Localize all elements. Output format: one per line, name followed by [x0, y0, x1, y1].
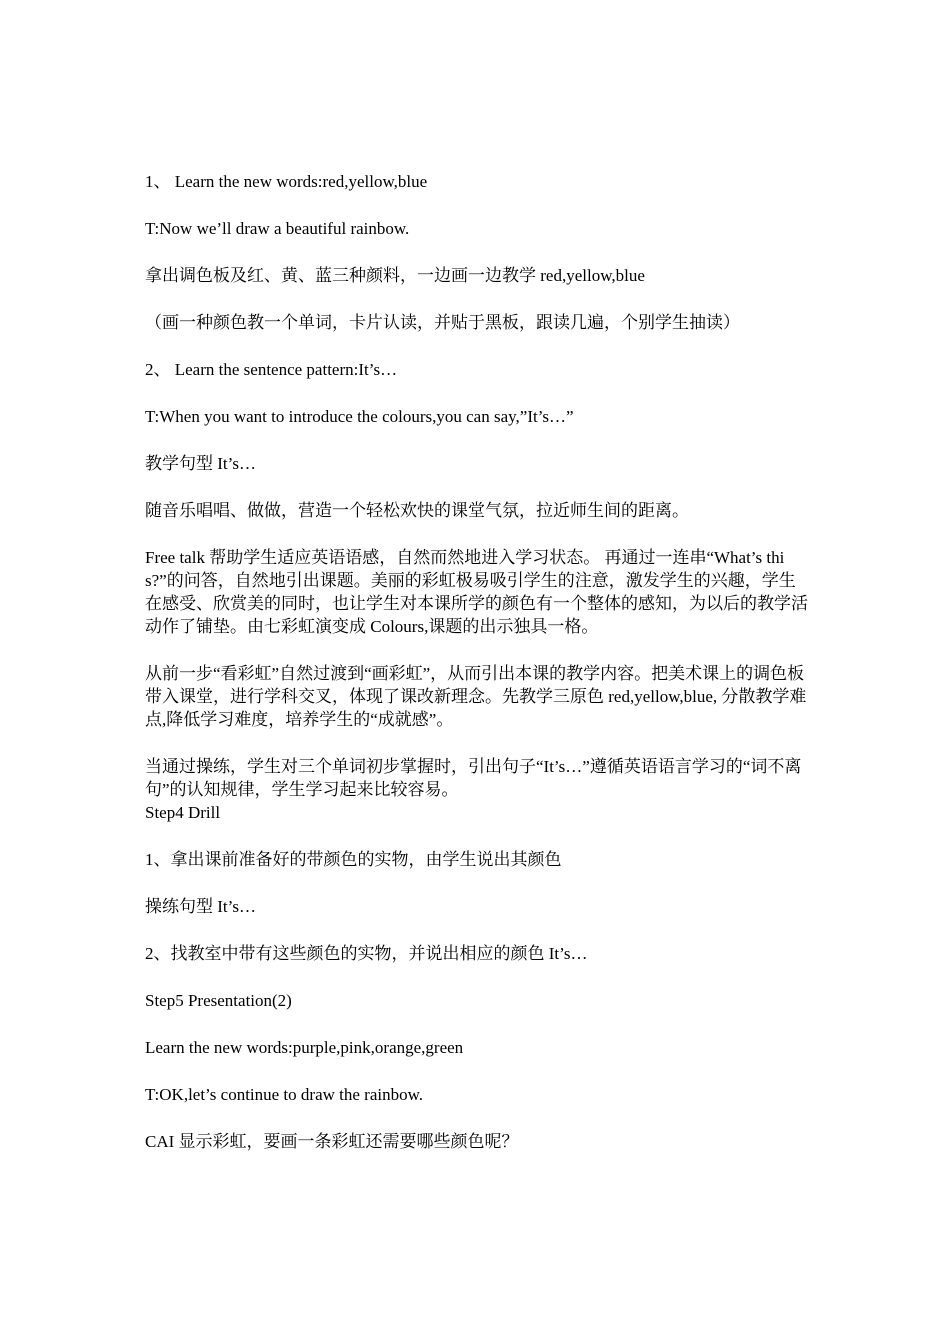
paragraph-drill-rationale: 当通过操练，学生对三个单词初步掌握时，引出句子“It’s…”遵循英语语言学习的“词不离句”的认知规律，学生学习起来比较容易。	[145, 757, 802, 799]
paragraph-music-atmosphere: 随音乐唱唱、做做，营造一个轻松欢快的课堂气氛，拉近师生间的距离。	[145, 501, 689, 520]
paragraph-teach-pattern: 教学句型 It’s…	[145, 454, 256, 473]
document-body	[145, 170, 810, 1177]
paragraph-teacher-rainbow: T:Now we’ll draw a beautiful rainbow.	[145, 219, 410, 238]
paragraph-teacher-continue: T:OK,let’s continue to draw the rainbow.	[145, 1085, 424, 1104]
paragraph-card-reading-note: （画一种颜色教一个单词，卡片认读，并贴于黑板，跟读几遍，个别学生抽读）	[145, 313, 740, 332]
paragraph-teacher-introduce: T:When you want to introduce the colours,you can say,”It’s…”	[145, 407, 574, 426]
paragraph-step4-heading: Step4 Drill	[145, 803, 221, 822]
paragraph-drill-pattern: 操练句型 It’s…	[145, 897, 256, 916]
paragraph-step5-heading: Step5 Presentation(2)	[145, 991, 292, 1010]
paragraph-learn-words-heading: 1、 Learn the new words:red,yellow,blue	[145, 172, 428, 191]
paragraph-drill-item-1: 1、拿出课前准备好的带颜色的实物，由学生说出其颜色	[145, 850, 562, 869]
paragraph-new-words-2: Learn the new words:purple,pink,orange,green	[145, 1038, 464, 1057]
paragraph-sentence-pattern-heading: 2、 Learn the sentence pattern:It’s…	[145, 360, 398, 379]
paragraph-palette-instruction: 拿出调色板及红、黄、蓝三种颜料，一边画一边教学 red,yellow,blue	[145, 266, 645, 285]
paragraph-free-talk-rationale: Free talk 帮助学生适应英语语感，自然而然地进入学习状态。 再通过一连串“What’s this?”的问答，自然地引出课题。美丽的彩虹极易吸引学生的注意，激发学生的兴趣，学生在感受、欣赏美的同时，也让学生对本课所学的颜色有一个整体的感知，为以后的教学活动作了铺垫。由七彩虹演变成 Colours,课题的出示独具一格。	[145, 548, 808, 636]
paragraph-drill-item-2: 2、找教室中带有这些颜色的实物，并说出相应的颜色 It’s…	[145, 944, 588, 963]
paragraph-cai-rainbow: CAI 显示彩虹，要画一条彩虹还需要哪些颜色呢？	[145, 1132, 519, 1151]
paragraph-draw-rainbow-rationale: 从前一步“看彩虹”自然过渡到“画彩虹”，从而引出本课的教学内容。把美术课上的调色板带入课堂，进行学科交叉，体现了课改新理念。先教学三原色 red,yellow,blue, 分散教学难点,降低学习难度，培养学生的“成就感”。	[145, 664, 807, 729]
